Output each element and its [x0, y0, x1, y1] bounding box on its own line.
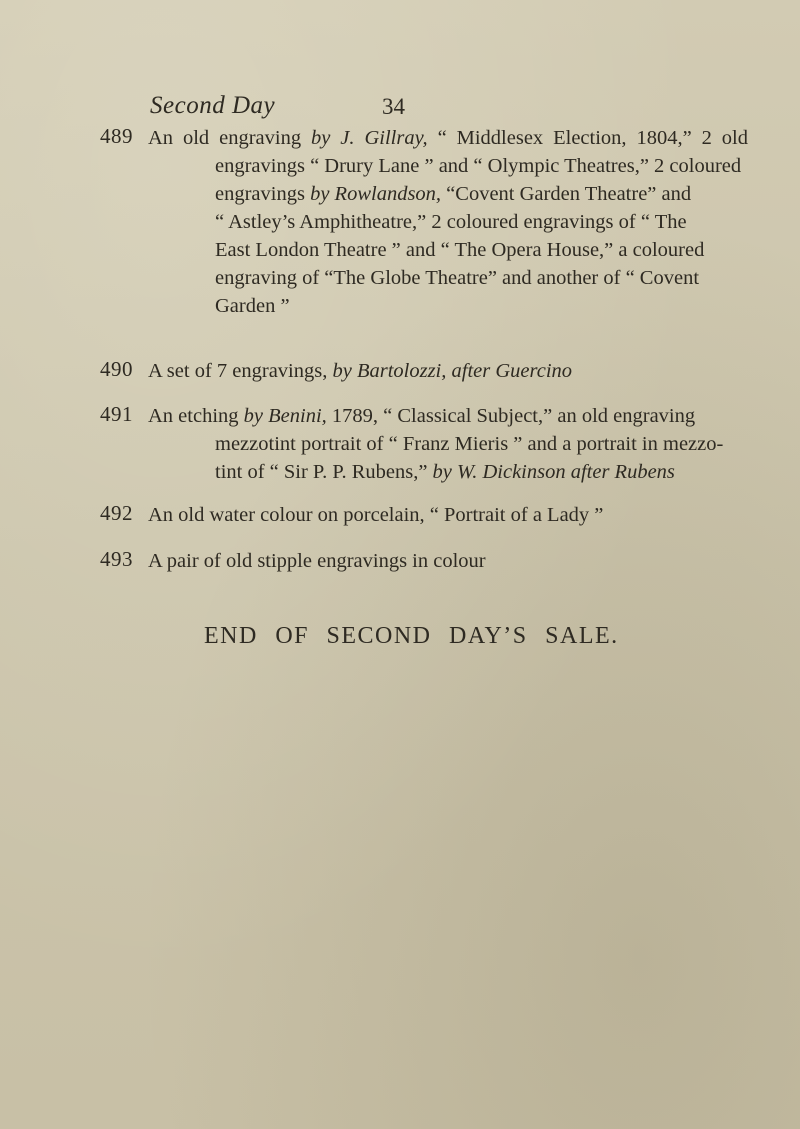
description-line: tint of “ Sir P. P. Rubens,” by W. Dickinson after Rubens [215, 461, 675, 483]
description-line: “ Astley’s Amphitheatre,” 2 coloured engravings of “ The [215, 211, 687, 233]
lot-description [148, 402, 748, 486]
description-line: An old engraving by J. Gillray, “ Middlesex Election, 1804,” 2 old [148, 127, 748, 149]
lot-number: 492 [100, 501, 133, 525]
description-line: An etching by Benini, 1789, “ Classical Subject,” an old engraving [148, 405, 696, 427]
description-line: An old water colour on porcelain, “ Portrait of a Lady ” [148, 504, 604, 526]
running-head [150, 92, 650, 126]
description-line: engraving of “The Globe Theatre” and another of “ Covent [215, 267, 700, 289]
description-line: engravings by Rowlandson, “Covent Garden Theatre” and [215, 183, 692, 205]
description-line: East London Theatre ” and “ The Opera House,” a coloured [215, 239, 705, 261]
lot-number: 489 [100, 124, 133, 148]
description-line: A set of 7 engravings, by Bartolozzi, after Guercino [148, 360, 573, 382]
lot-description [148, 501, 748, 529]
lot-description [148, 124, 748, 320]
page-number: 34 [382, 94, 405, 119]
lot-description [148, 357, 748, 385]
lot-description [148, 547, 748, 575]
description-line: A pair of old stipple engravings in colour [148, 550, 486, 572]
section-name: Second Day [150, 92, 276, 119]
lot-number: 493 [100, 547, 133, 571]
description-line: engravings “ Drury Lane ” and “ Olympic Theatres,” 2 coloured [215, 155, 742, 177]
end-of-sale-note: END OF SECOND DAY’S SALE. [204, 623, 619, 649]
description-line: mezzotint portrait of “ Franz Mieris ” and a portrait in mezzo- [215, 433, 724, 455]
description-line: Garden ” [215, 295, 290, 317]
lot-number: 491 [100, 402, 133, 426]
lot-number: 490 [100, 357, 133, 381]
